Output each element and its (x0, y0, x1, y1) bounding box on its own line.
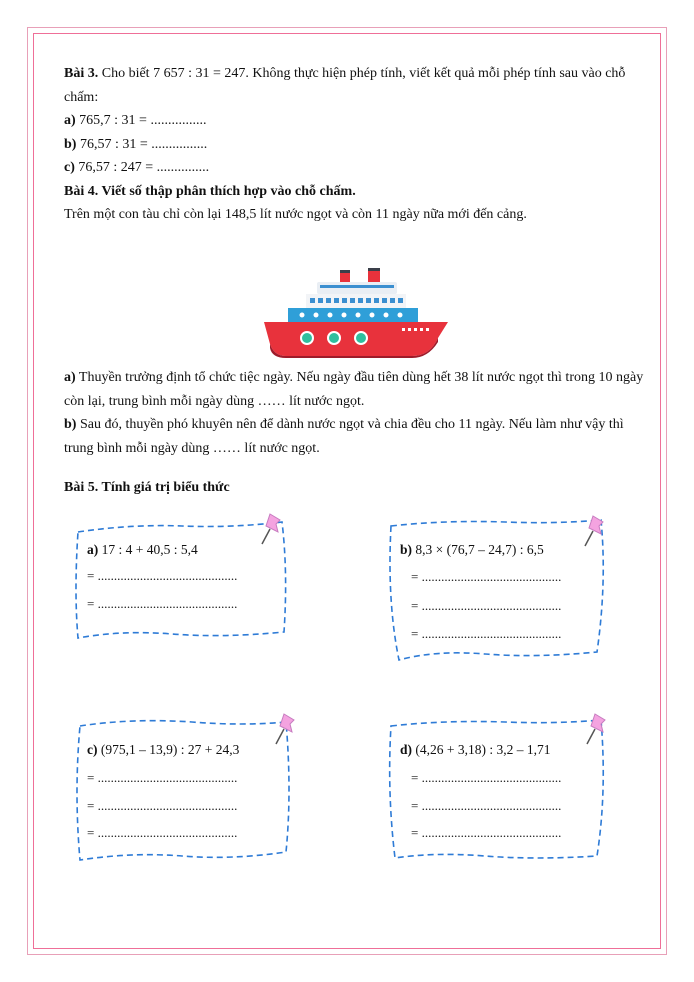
pushpin-icon (579, 514, 609, 548)
exercise-3-intro: Bài 3. Cho biết 7 657 : 31 = 247. Không thực hiện phép tính, viết kết quả mỗi phép tính sau vào chỗ chấm: (64, 66, 626, 105)
answer-line[interactable]: = ........................................... (411, 825, 562, 840)
expression-a: a) 17 : 4 + 40,5 : 5,4 (87, 542, 198, 557)
answer-line[interactable]: = ........................................... (87, 568, 238, 583)
exercise-3-item-c: c) 76,57 : 247 = ............... (64, 160, 210, 175)
answer-line[interactable]: = ........................................... (411, 598, 562, 613)
expression-card-b (385, 512, 613, 662)
answer-line[interactable]: = ........................................... (411, 569, 562, 584)
pushpin-icon (270, 712, 300, 746)
exercise-3-section (64, 62, 644, 227)
answer-line[interactable]: = ........................................... (87, 596, 238, 611)
answer-line[interactable]: = ........................................... (87, 825, 238, 840)
expression-card-d (385, 712, 613, 864)
exercise-3-item-b: b) 76,57 : 31 = ................ (64, 136, 208, 152)
answer-line[interactable]: = ........................................... (411, 798, 562, 813)
expression-b: b) 8,3 × (76,7 – 24,7) : 6,5 (400, 542, 544, 557)
exercise-4-title: Bài 4. Viết số thập phân thích hợp vào chỗ chấm. (64, 183, 356, 199)
expression-c: c) (975,1 – 13,9) : 27 + 24,3 (87, 742, 240, 757)
exercise-3-title: Bài 3. (64, 66, 99, 81)
expression-card-c (72, 712, 298, 864)
dashed-frame (72, 712, 298, 864)
exercise-4-intro: Trên một con tàu chỉ còn lại 148,5 lít nước ngọt và còn 11 ngày nữa mới đến cảng. (64, 207, 527, 222)
expression-card-a (72, 512, 292, 644)
exercise-3-item-a: a) 765,7 : 31 = ................ (64, 113, 207, 128)
ship-illustration (262, 266, 450, 358)
answer-line[interactable]: = ........................................... (87, 798, 238, 813)
dashed-frame (385, 712, 613, 864)
answer-line[interactable]: = ........................................... (87, 770, 238, 785)
exercise-4-item-a: a) Thuyền trưởng định tổ chức tiệc ngày. Nếu ngày đầu tiên dùng hết 38 lít nước ngọt thì trong 10 ngày còn lại, trung bình mỗi ngày dùng …… lít nước ngọt. (64, 370, 644, 409)
pushpin-icon (256, 512, 286, 546)
answer-line[interactable]: = ........................................... (411, 626, 562, 641)
exercise-4-item-b: b) Sau đó, thuyền phó khuyên nên để dành nước ngọt và chia đều cho 11 ngày. Nếu làm như vậy thì trung bình mỗi ngày dùng …… lít nước ngọt. (64, 417, 624, 456)
pushpin-icon (581, 712, 611, 746)
exercise-5-title: Bài 5. Tính giá trị biểu thức (64, 480, 230, 495)
expression-d: d) (4,26 + 3,18) : 3,2 – 1,71 (400, 742, 551, 757)
answer-line[interactable]: = ........................................... (411, 770, 562, 785)
exercise-4-questions (64, 366, 644, 460)
